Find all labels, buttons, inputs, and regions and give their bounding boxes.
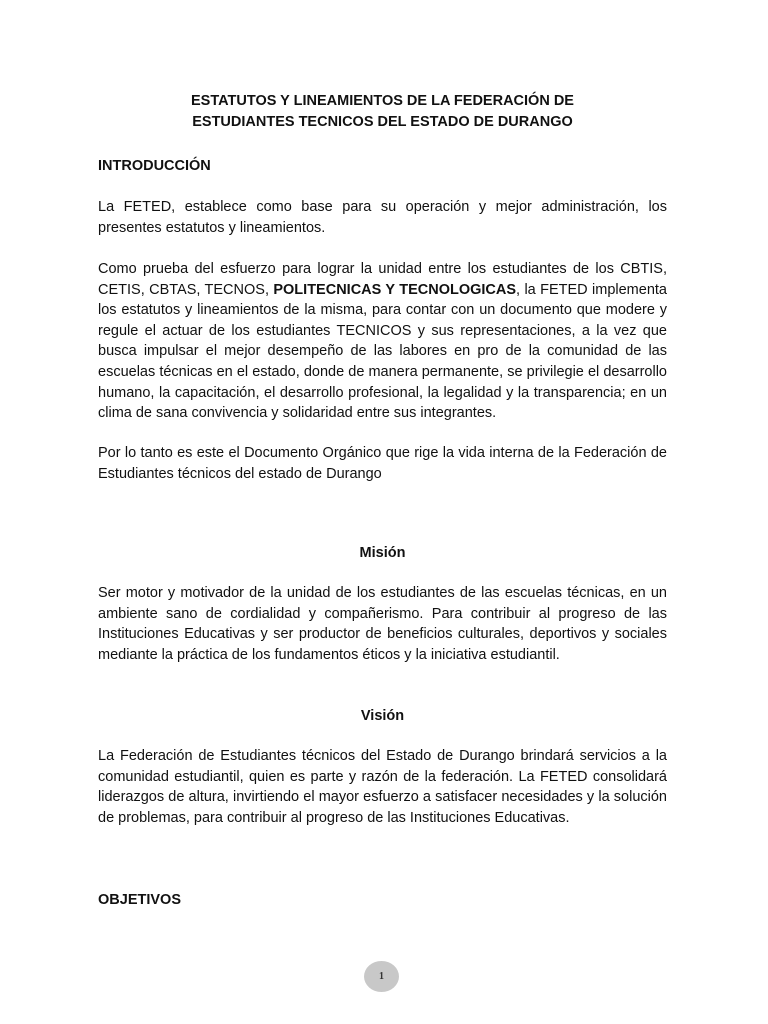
intro-paragraph-1: La FETED, establece como base para su operación y mejor administración, los presentes estatutos y lineamientos. — [98, 199, 667, 236]
objetivos-heading: OBJETIVOS — [98, 892, 181, 908]
vision-paragraph: La Federación de Estudiantes técnicos del Estado de Durango brindará servicios a la comunidad estudiantil, quien es parte y razón de la federación. La FETED consolidará liderazgos de altura, invirtiendo el mayor esfuerzo a satisfacer necesidades y la solución de problemas, para contribuir al progreso de las Instituciones Educativas. — [98, 748, 667, 826]
intro-p2-bold-text: POLITECNICAS Y TECNOLOGICAS — [273, 281, 517, 298]
intro-paragraph-2 — [98, 259, 667, 424]
document-title — [98, 91, 667, 133]
title-line-1: ESTATUTOS Y LINEAMIENTOS DE LA FEDERACIÓN DE — [191, 93, 574, 109]
page-number-badge — [364, 961, 399, 992]
vision-heading: Visión — [360, 708, 405, 724]
intro-paragraph-3: Por lo tanto es este el Documento Orgánico que rige la vida interna de la Federación de Estudiantes técnicos del estado de Durango — [98, 445, 667, 482]
mision-heading: Misión — [359, 545, 406, 561]
intro-p2-text-start: Como prueba del esfuerzo para lograr la unidad entre los estudiantes de los CBTIS, CETIS, CBTAS, TECNOS, — [98, 261, 667, 298]
page-number: 1 — [379, 971, 384, 982]
title-line-2: ESTUDIANTES TECNICOS DEL ESTADO DE DURANGO — [192, 114, 573, 130]
mision-paragraph: Ser motor y motivador de la unidad de los estudiantes de las escuelas técnicas, en un ambiente sano de cordialidad y compañerismo. Para contribuir al progreso de las Instituciones Educativas y ser productor de beneficios culturales, deportivos y sociales mediante la práctica de los fundamentos éticos y la iniciativa estudiantil. — [98, 585, 667, 663]
introduction-heading: INTRODUCCIÓN — [98, 158, 211, 174]
intro-p2-text-end: , la FETED implementa los estatutos y lineamientos de la misma, para contar con un documento que modere y regule el actuar de los estudiantes TECNICOS y sus representaciones, a la vez que busca impulsar el mejor desempeño de las labores en pro de la comunidad de las escuelas técnicas en el estado, donde de manera permanente, se privilegie el desarrollo humano, la capacitación, el desarrollo profesional, la legalidad y la transparencia; en un clima de sana convivencia y solidaridad entre sus integrantes. — [98, 281, 667, 422]
